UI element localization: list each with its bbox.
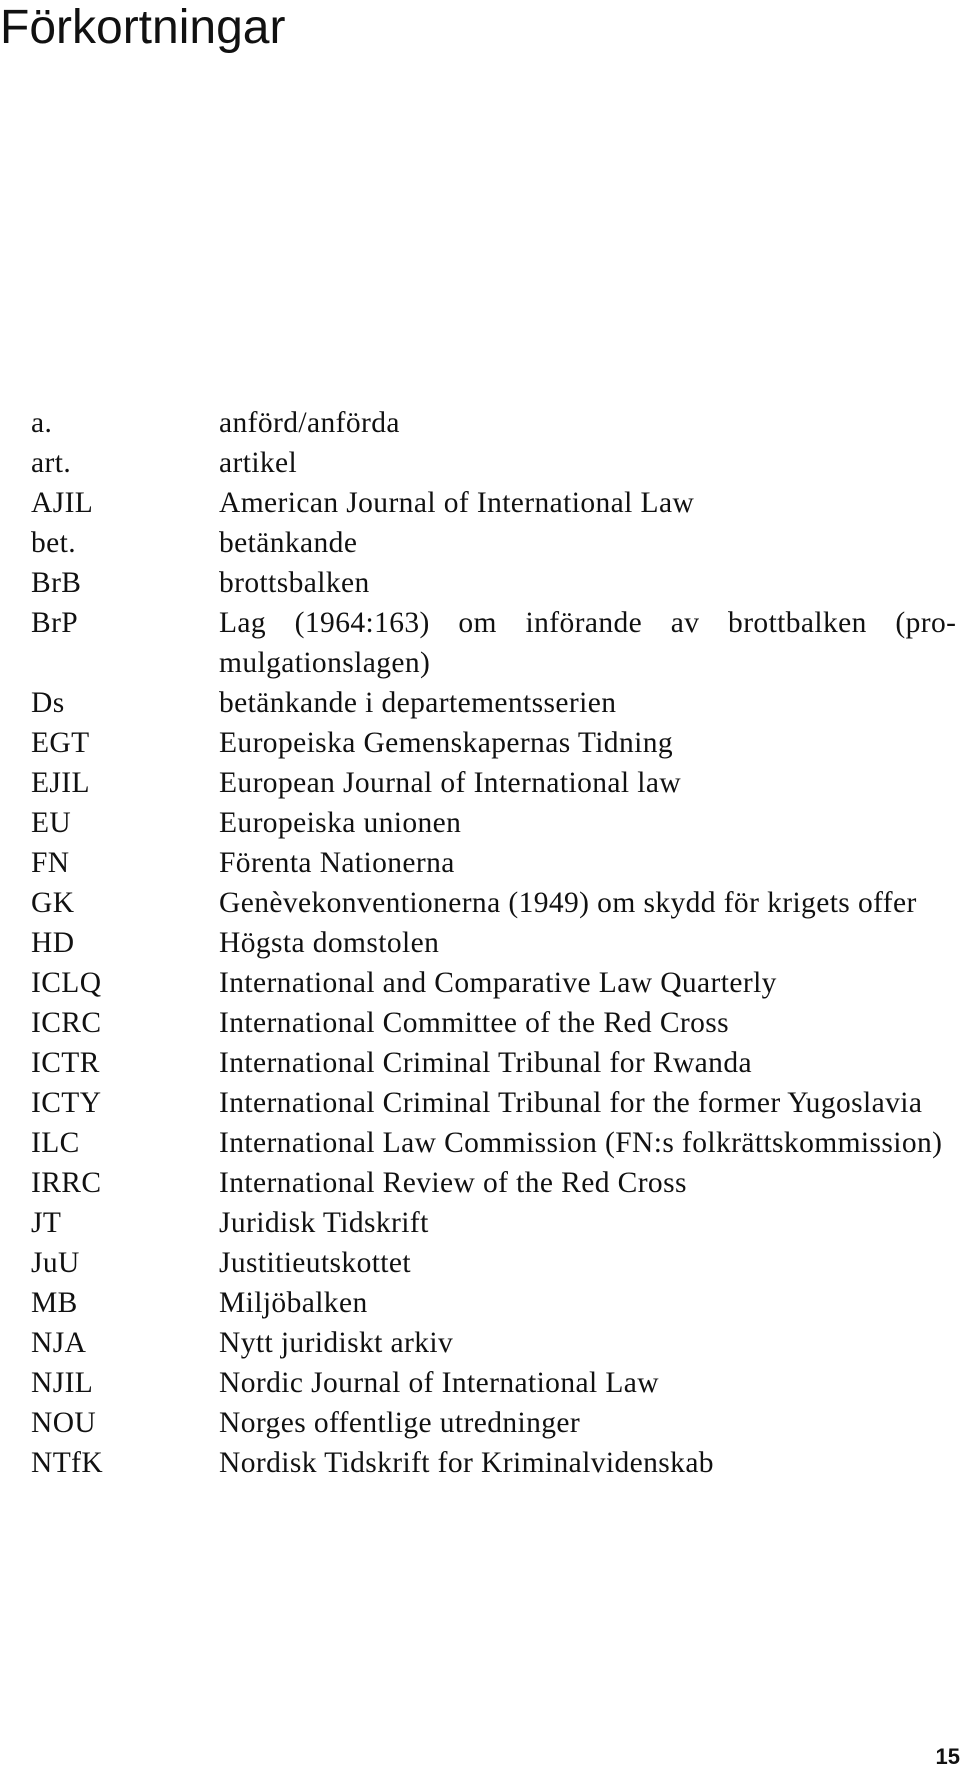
abbreviation-entry bbox=[31, 763, 956, 803]
abbreviation-entry bbox=[31, 1163, 956, 1203]
abbreviation-definition: Genèvekonventionerna (1949) om skydd för krigets offer bbox=[219, 887, 917, 919]
abbreviation-entry bbox=[31, 603, 956, 683]
abbreviation-term: HD bbox=[31, 927, 75, 959]
abbreviation-list bbox=[31, 403, 956, 1483]
abbreviation-entry bbox=[31, 1123, 956, 1163]
abbreviation-term: NJA bbox=[31, 1327, 87, 1359]
abbreviation-entry bbox=[31, 563, 956, 603]
abbreviation-entry bbox=[31, 523, 956, 563]
abbreviation-term: Ds bbox=[31, 687, 65, 719]
abbreviation-term: NJIL bbox=[31, 1367, 94, 1399]
abbreviation-term: EU bbox=[31, 807, 72, 839]
abbreviation-term: MB bbox=[31, 1287, 78, 1319]
abbreviation-entry bbox=[31, 923, 956, 963]
abbreviation-term: AJIL bbox=[31, 487, 94, 519]
abbreviation-term: ICTY bbox=[31, 1087, 102, 1119]
abbreviation-term: EGT bbox=[31, 727, 90, 759]
abbreviation-definition: Nytt juridiskt arkiv bbox=[219, 1327, 454, 1359]
abbreviation-term: a. bbox=[31, 407, 53, 439]
abbreviation-entry bbox=[31, 723, 956, 763]
abbreviation-entry bbox=[31, 963, 956, 1003]
abbreviation-definition: International Review of the Red Cross bbox=[219, 1167, 687, 1199]
abbreviation-term: EJIL bbox=[31, 767, 90, 799]
abbreviation-entry bbox=[31, 1003, 956, 1043]
abbreviation-definition: betänkande bbox=[219, 527, 358, 559]
abbreviation-entry bbox=[31, 1203, 956, 1243]
abbreviation-entry bbox=[31, 1403, 956, 1443]
abbreviation-definition: International Law Commission (FN:s folkrättskommission) bbox=[219, 1127, 943, 1159]
abbreviation-definition: brottsbalken bbox=[219, 567, 370, 599]
abbreviation-definition: Norges offentlige utredninger bbox=[219, 1407, 581, 1439]
abbreviation-term: IRRC bbox=[31, 1167, 102, 1199]
abbreviation-definition: anförd/anförda bbox=[219, 407, 400, 439]
abbreviation-definition: Juridisk Tidskrift bbox=[219, 1207, 429, 1239]
abbreviation-definition: Nordic Journal of International Law bbox=[219, 1367, 659, 1399]
abbreviation-entry bbox=[31, 483, 956, 523]
abbreviation-entry bbox=[31, 1323, 956, 1363]
abbreviation-entry bbox=[31, 1083, 956, 1123]
abbreviation-definition: Justitieutskottet bbox=[219, 1247, 411, 1279]
abbreviation-term: ILC bbox=[31, 1127, 80, 1159]
abbreviation-definition: betänkande i departementsserien bbox=[219, 687, 617, 719]
page-number: 15 bbox=[935, 1744, 960, 1769]
page-title: Förkortningar bbox=[0, 1, 286, 54]
abbreviation-definition: Europeiska unionen bbox=[219, 807, 462, 839]
abbreviation-definition: International Committee of the Red Cross bbox=[219, 1007, 730, 1039]
abbreviation-term: GK bbox=[31, 887, 75, 919]
abbreviation-entry bbox=[31, 843, 956, 883]
abbreviation-entry bbox=[31, 1043, 956, 1083]
abbreviation-term: FN bbox=[31, 847, 70, 879]
abbreviation-entry bbox=[31, 1243, 956, 1283]
abbreviation-term: ICLQ bbox=[31, 967, 102, 999]
abbreviation-definition: American Journal of International Law bbox=[219, 487, 695, 519]
abbreviation-term: BrB bbox=[31, 567, 82, 599]
abbreviation-definition: artikel bbox=[219, 447, 298, 479]
abbreviation-entry bbox=[31, 1363, 956, 1403]
abbreviation-definition: International Criminal Tribunal for the former Yugoslavia bbox=[219, 1087, 923, 1119]
abbreviation-term: BrP bbox=[31, 607, 79, 639]
abbreviation-definition: Förenta Nationerna bbox=[219, 847, 455, 879]
abbreviation-term: ICRC bbox=[31, 1007, 102, 1039]
abbreviation-entry bbox=[31, 1443, 956, 1483]
abbreviation-definition: European Journal of International law bbox=[219, 767, 682, 799]
abbreviation-definition: International Criminal Tribunal for Rwanda bbox=[219, 1047, 752, 1079]
abbreviation-definition: Europeiska Gemenskapernas Tidning bbox=[219, 727, 674, 759]
abbreviation-term: JuU bbox=[31, 1247, 80, 1279]
abbreviation-term: bet. bbox=[31, 527, 77, 559]
abbreviation-definition: Nordisk Tidskrift for Kriminalvidenskab bbox=[219, 1447, 714, 1479]
abbreviation-entry bbox=[31, 803, 956, 843]
abbreviation-entry bbox=[31, 443, 956, 483]
abbreviation-definition: International and Comparative Law Quarterly bbox=[219, 967, 777, 999]
abbreviation-definition: Miljöbalken bbox=[219, 1287, 368, 1319]
abbreviation-term: JT bbox=[31, 1207, 62, 1239]
abbreviation-entry bbox=[31, 883, 956, 923]
abbreviation-definition: Högsta domstolen bbox=[219, 927, 440, 959]
abbreviation-term: ICTR bbox=[31, 1047, 100, 1079]
abbreviation-entry bbox=[31, 1283, 956, 1323]
abbreviation-term: art. bbox=[31, 447, 72, 479]
abbreviation-term: NOU bbox=[31, 1407, 97, 1439]
abbreviation-term: NTfK bbox=[31, 1447, 104, 1479]
abbreviation-entry bbox=[31, 683, 956, 723]
abbreviation-definition: Lag (1964:163) om införande av brottbalken (promulgationslagen) bbox=[219, 607, 956, 679]
abbreviation-entry bbox=[31, 403, 956, 443]
